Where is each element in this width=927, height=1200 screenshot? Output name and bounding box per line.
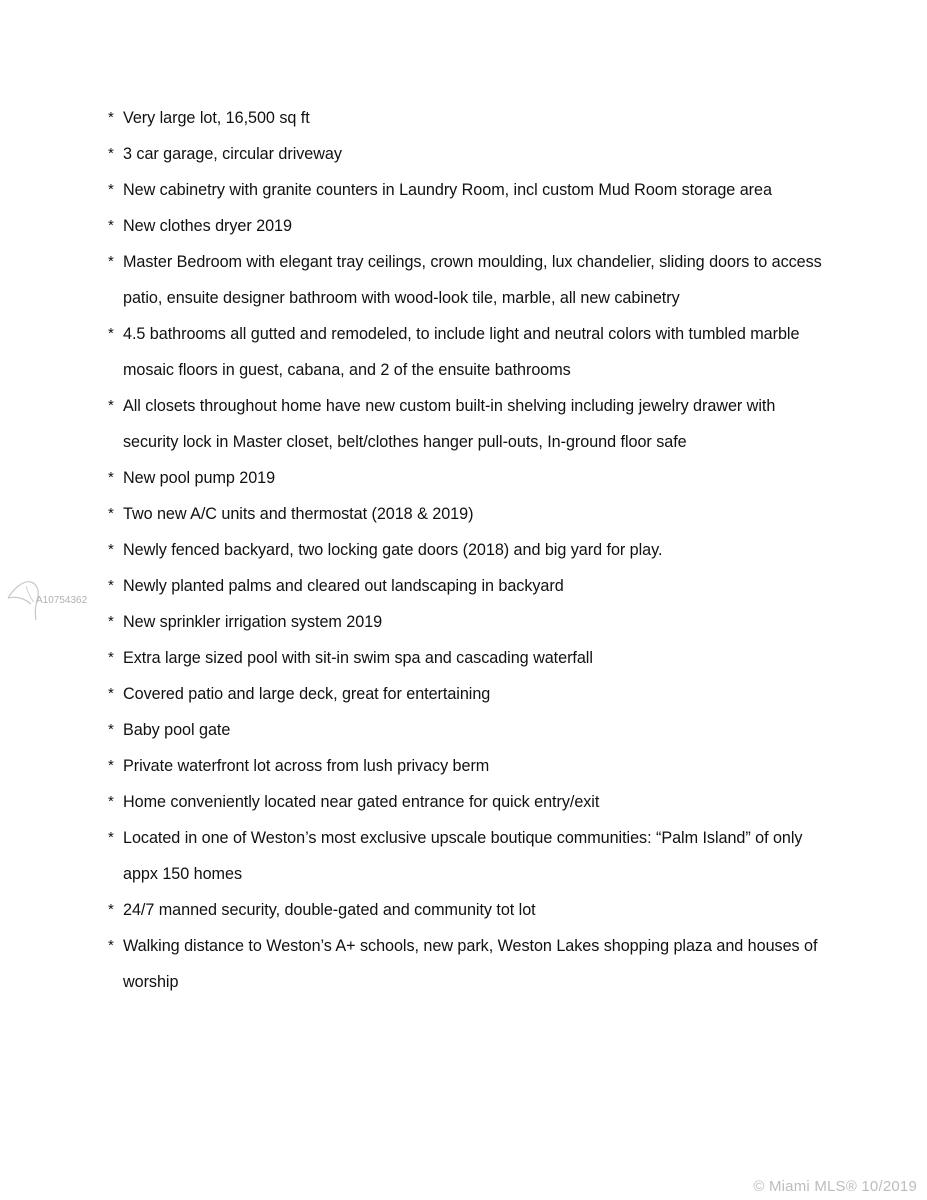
- feature-text: Master Bedroom with elegant tray ceilings, crown moulding, lux chandelier, sliding doors to access patio, ensuite designer bathroom with wood-look tile, marble, all new cabinetry: [123, 253, 822, 307]
- feature-text: Very large lot, 16,500 sq ft: [123, 109, 310, 127]
- feature-item: [108, 676, 828, 712]
- feature-item: [108, 316, 828, 388]
- feature-text: Extra large sized pool with sit-in swim spa and cascading waterfall: [123, 649, 593, 667]
- bullet-asterisk: *: [108, 505, 114, 522]
- bullet-asterisk: *: [108, 793, 114, 810]
- feature-item: [108, 532, 828, 568]
- feature-text: Walking distance to Weston’s A+ schools, new park, Weston Lakes shopping plaza and houses of worship: [123, 937, 818, 991]
- feature-text: New pool pump 2019: [123, 469, 276, 487]
- bullet-asterisk: *: [108, 541, 114, 558]
- feature-text: Newly fenced backyard, two locking gate doors (2018) and big yard for play.: [123, 541, 663, 559]
- bullet-asterisk: *: [108, 757, 114, 774]
- feature-item: [108, 100, 828, 136]
- feature-text: Baby pool gate: [123, 721, 231, 739]
- feature-text: Covered patio and large deck, great for entertaining: [123, 685, 491, 703]
- feature-item: [108, 568, 828, 604]
- feature-text: New cabinetry with granite counters in Laundry Room, incl custom Mud Room storage area: [123, 181, 772, 199]
- feature-text: Newly planted palms and cleared out landscaping in backyard: [123, 577, 564, 595]
- feature-item: [108, 172, 828, 208]
- feature-item: [108, 928, 828, 1000]
- feature-item: [108, 712, 828, 748]
- bullet-asterisk: *: [108, 613, 114, 630]
- feature-text: Private waterfront lot across from lush privacy berm: [123, 757, 490, 775]
- feature-item: [108, 244, 828, 316]
- feature-text: 3 car garage, circular driveway: [123, 145, 342, 163]
- feature-item: [108, 388, 828, 460]
- feature-list: [108, 100, 828, 1000]
- feature-item: [108, 136, 828, 172]
- bullet-asterisk: *: [108, 829, 114, 846]
- feature-item: [108, 640, 828, 676]
- feature-text: Home conveniently located near gated entrance for quick entry/exit: [123, 793, 600, 811]
- bullet-asterisk: *: [108, 937, 114, 954]
- feature-text: Located in one of Weston’s most exclusive upscale boutique communities: “Palm Island” of only appx 150 homes: [123, 829, 803, 883]
- feature-text: New sprinkler irrigation system 2019: [123, 613, 383, 631]
- bullet-asterisk: *: [108, 145, 114, 162]
- feature-item: [108, 784, 828, 820]
- feature-text: New clothes dryer 2019: [123, 217, 292, 235]
- bullet-asterisk: *: [108, 901, 114, 918]
- feature-item: [108, 820, 828, 892]
- copyright-footer: © Miami MLS® 10/2019: [753, 1178, 917, 1195]
- bullet-asterisk: *: [108, 325, 114, 342]
- bullet-asterisk: *: [108, 253, 114, 270]
- bullet-asterisk: *: [108, 469, 114, 486]
- feature-item: [108, 604, 828, 640]
- bullet-asterisk: *: [108, 649, 114, 666]
- feature-text: All closets throughout home have new custom built-in shelving including jewelry drawer with security lock in Master closet, belt/clothes hanger pull-outs, In-ground floor safe: [123, 397, 776, 451]
- bullet-asterisk: *: [108, 397, 114, 414]
- feature-item: [108, 748, 828, 784]
- feature-item: [108, 460, 828, 496]
- listing-id-watermark: A10754362: [36, 595, 88, 606]
- bullet-asterisk: *: [108, 721, 114, 738]
- feature-item: [108, 208, 828, 244]
- bullet-asterisk: *: [108, 181, 114, 198]
- feature-item: [108, 892, 828, 928]
- bullet-asterisk: *: [108, 109, 114, 126]
- feature-text: 4.5 bathrooms all gutted and remodeled, to include light and neutral colors with tumbled marble mosaic floors in guest, cabana, and 2 of the ensuite bathrooms: [123, 325, 800, 379]
- feature-item: [108, 496, 828, 532]
- bullet-asterisk: *: [108, 577, 114, 594]
- bullet-asterisk: *: [108, 217, 114, 234]
- feature-text: Two new A/C units and thermostat (2018 & 2019): [123, 505, 474, 523]
- feature-text: 24/7 manned security, double-gated and community tot lot: [123, 901, 536, 919]
- bullet-asterisk: *: [108, 685, 114, 702]
